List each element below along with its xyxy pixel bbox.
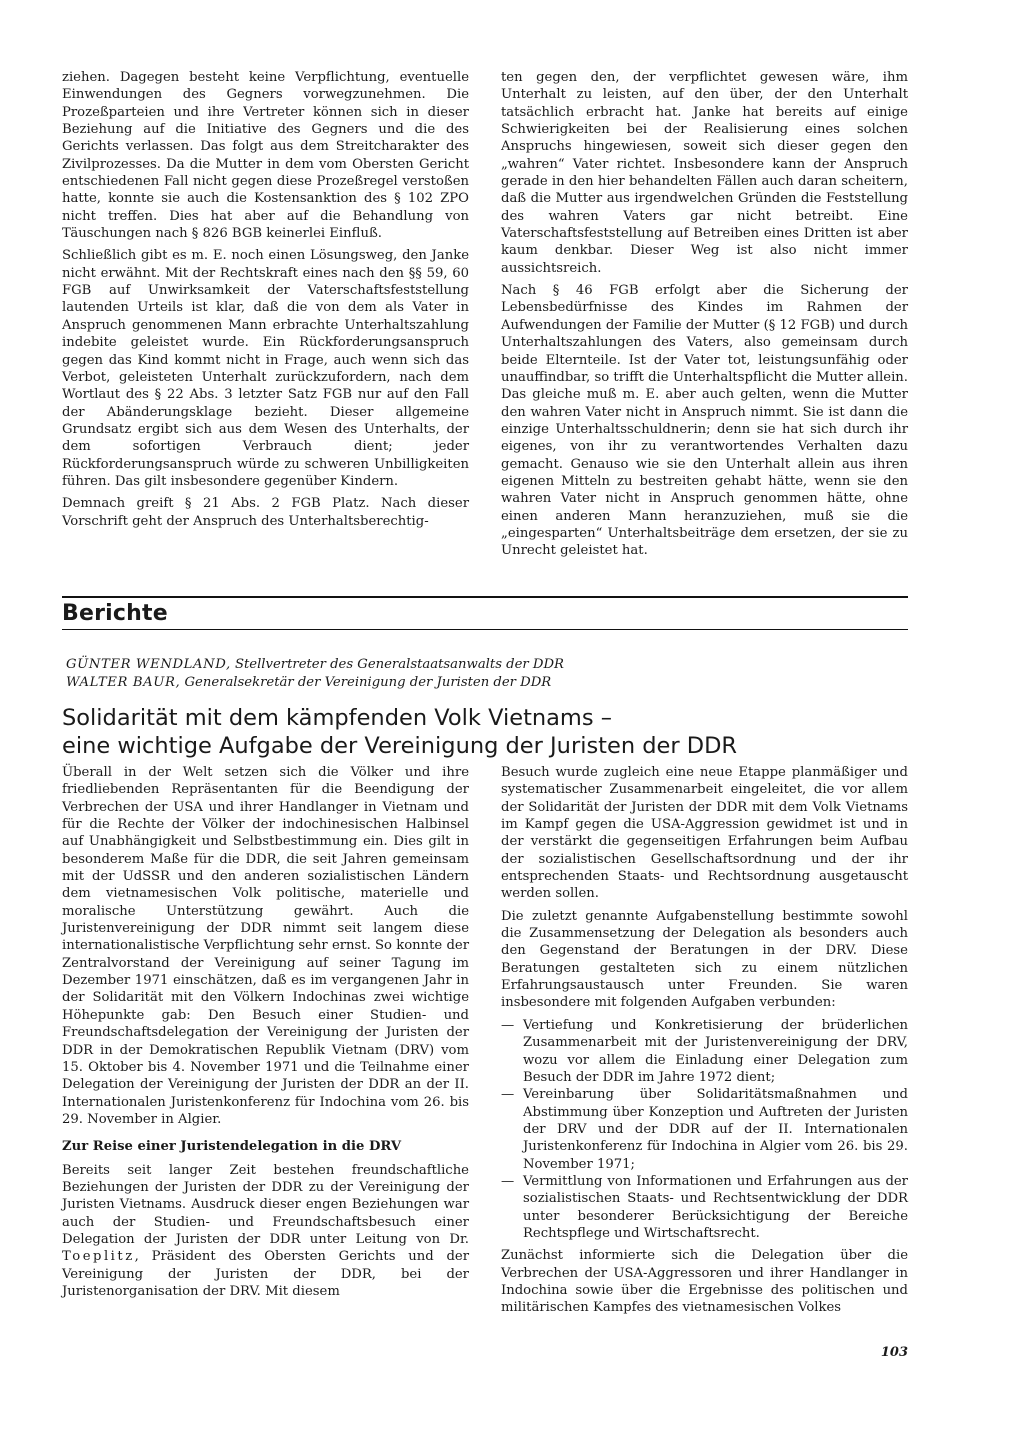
author-role: Stellvertreter des Generalstaatsanwalts der DDR (234, 657, 564, 672)
list-item (501, 1086, 908, 1173)
paragraph: Besuch wurde zugleich eine neue Etappe planmäßiger und systematischer Zusammenarbeit eingeleitet, die vor allem der Solidarität der Juristen der DDR mit dem Volk Vietnams im Kampf gegen die USA-Aggression gewidmet ist und in der verstärkt die gegenseitigen Erfahrungen beim Aufbau der sozialistischen Gesellschaftsordnung und der ihr entsprechenden Staats- und Rechtsordnung ausgetauscht werden sollen. (501, 765, 908, 902)
list-item (501, 1173, 908, 1242)
task-list (501, 1017, 908, 1242)
article-authors (66, 656, 564, 691)
paragraph (62, 1162, 469, 1301)
paragraph: ziehen. Dagegen besteht keine Verpflichtung, eventuelle Einwendungen des Gegners vorwegzunehmen. Die Prozeßparteien und ihre Vertreter können sich in dieser Beziehung auf die Initiative des Gegners und die des Gerichts verlassen. Das folgt aus dem Streitcharakter des Zivilprozesses. Da die Mutter in dem vom Obersten Gericht entschiedenen Fall nicht gegen diese Prozeßregel verstoßen hatte, konnte sie auch die Kostensanktion des § 102 ZPO nicht treffen. Dies hat aber auf die Behandlung von Täuschungen nach § 826 BGB keinerlei Einfluß. (62, 70, 469, 242)
article-title-line: eine wichtige Aufgabe der Vereinigung der Juristen der DDR (62, 733, 738, 759)
section-heading: Berichte (62, 601, 168, 626)
paragraph: Überall in der Welt setzen sich die Völker und ihre friedliebenden Repräsentanten für die Beendigung der Verbrechen der USA und ihrer Handlanger in Vietnam und für die Rechte der Völker der indochinesischen Halbinsel auf Unabhängigkeit und Selbstbestimmung ein. Dies gilt in besonderem Maße für die DDR, die seit Jahren gemeinsam mit der UdSSR und den anderen sozialistischen Ländern dem vietnamesischen Volk politische, materielle und moralische Unterstützung gewährt. Auch die Juristenvereinigung der DDR nimmt seit langem diese internationalistische Verpflichtung sehr ernst. So konnte der Zentralvorstand der Vereinigung auf seiner Tagung im Dezember 1971 einschätzen, daß es im vergangenen Jahr in der Solidarität mit den Völkern Indochinas zwei wichtige Höhepunkte gab: Den Besuch einer Studien- und Freundschaftsdelegation der Vereinigung der Juristen der DDR in der Demokratischen Republik Vietnam (DRV) vom 15. Oktober bis 4. November 1971 und die Teilnahme einer Delegation der Vereinigung der Juristen der DDR an der II. Internationalen Juristenkonferenz für Indochina vom 26. bis 29. November in Algier. (62, 765, 469, 1127)
paragraph: Die zuletzt genannte Aufgabenstellung bestimmte sowohl die Zusammensetzung der Delegation als besonders auch den Gegenstand der Beratungen in der DRV. Diese Beratungen gestalteten sich zu einem nützlichen Erfahrungsaustausch unter Freunden. Sie waren insbesondere mit folgenden Aufgaben verbunden: (501, 908, 908, 1011)
dash-bullet: — (501, 1087, 515, 1103)
paragraph: Nach § 46 FGB erfolgt aber die Sicherung der Lebensbedürfnisse des Kindes im Rahmen der Aufwendungen der Familie der Mutter (§ 12 FGB) und durch Unterhaltszahlungen des Vaters, also gemeinsam durch beide Elternteile. Ist der Vater tot, leistungsunfähig oder unauffindbar, so trifft die Unterhaltspflicht die Mutter allein. Das gleiche muß m. E. aber auch gelten, wenn die Mutter den wahren Vater nicht in Anspruch nimmt. Sie ist dann die einzige Unterhaltsschuldnerin; denn sie hat sich durch ihr eigenes, von ihr zu verantwortendes Verhalten dazu gemacht. Genauso wie sie den Unterhalt allein aus ihren eigenen Mitteln zu bestreiten gehabt hätte, wenn sie den wahren Vater nicht in Anspruch genommen hätte, ohne einen anderen Mann heranzuziehen, muß sie die „eingesparten“ Unterhaltsbeiträge dem ersetzen, der sie zu Unrecht geleistet hat. (501, 283, 908, 559)
dash-bullet: — (501, 1017, 515, 1033)
paragraph: ten gegen den, der verpflichtet gewesen wäre, ihm Unterhalt zu leisten, auf den über, der den Unterhalt tatsächlich erbracht hat. Janke hat bereits auf einige Schwierigkeiten bei der Realisierung eines solchen Anspruchs hingewiesen, soweit sich dieser gegen den „wahren“ Vater richtet. Insbesondere kann der Anspruch gerade in den hier behandelten Fällen auch daran scheitern, daß die Mutter aus irgendwelchen Gründen die Feststellung des wahren Vaters gar nicht betreibt. Eine Vaterschaftsfeststellung auf Betreiben eines Dritten ist aber kaum denkbar. Dieser Weg ist also nicht immer aussichtsreich. (501, 70, 908, 276)
page-number: 103 (880, 1345, 908, 1360)
author-name: GÜNTER WENDLAND, (66, 657, 231, 672)
subheading: Zur Reise einer Juristendelegation in die DRV (62, 1139, 402, 1155)
paragraph: Demnach greift § 21 Abs. 2 FGB Platz. Nach dieser Vorschrift geht der Anspruch des Unterhaltsberechtig- (62, 496, 469, 529)
author-role: Generalsekretär der Vereinigung der Juristen der DDR (184, 674, 552, 690)
list-item-text: Vermittlung von Informationen und Erfahrungen aus der sozialistischen Staats- und Rechtsentwicklung der DDR unter besonderer Berücksichtigung der Bereiche Rechtspflege und Wirtschaftsrecht. (523, 1173, 908, 1241)
author-line (66, 656, 564, 674)
text-run: , Präsident des Obersten Gerichts und der Vereinigung der Juristen der DDR, bei der Juristenorganisation der DRV. Mit diesem (62, 1249, 469, 1299)
paragraph: Zunächst informierte sich die Delegation über die Verbrechen der USA-Aggressoren und ihrer Handlanger in Indochina sowie über die Ergebnisse des politischen und militärischen Kampfes des vietnamesischen Volkes (501, 1248, 908, 1316)
list-item-text: Vereinbarung über Solidaritätsmaßnahmen und Abstimmung über Konzeption und Auftreten der Juristen der DRV und der DDR auf der II. Internationalen Juristenkonferenz für Indochina in Algier vom 26. bis 29. November 1971; (523, 1087, 908, 1172)
spaced-name: Toeplitz (62, 1249, 135, 1265)
dash-bullet: — (501, 1173, 515, 1189)
article-right-column (501, 764, 908, 1322)
list-item (501, 1017, 908, 1086)
continued-text-left-column (62, 69, 469, 535)
section-divider-bottom (62, 629, 908, 630)
article-title (62, 704, 908, 760)
article-left-column (62, 764, 469, 1305)
author-line (66, 674, 564, 692)
text-run: Bereits seit langer Zeit bestehen freundschaftliche Beziehungen der Juristen der DDR zu der Vereinigung der Juristen Vietnams. Ausdruck dieser engen Beziehungen war auch der Studien- und Freundschaftsbesuch einer Delegation der Juristen der DDR unter Leitung von Dr. (62, 1162, 469, 1247)
section-divider-top (62, 596, 908, 598)
author-name: WALTER BAUR, (66, 674, 181, 690)
list-item-text: Vertiefung und Konkretisierung der brüderlichen Zusammenarbeit mit der Juristenvereinigung der DRV, wozu vor allem die Einladung einer Delegation zum Besuch der DDR im Jahre 1972 dient; (523, 1017, 908, 1085)
article-title-line: Solidarität mit dem kämpfenden Volk Vietnams – (62, 705, 612, 731)
paragraph: Schließlich gibt es m. E. noch einen Lösungsweg, den Janke nicht erwähnt. Mit der Rechtskraft eines nach den §§ 59, 60 FGB auf Unwirksamkeit der Vaterschaftsfeststellung lautenden Urteils ist klar, daß die von dem als Vater in Anspruch genommenen Mann erbrachte Unterhaltszahlung indebite geleistet wurde. Ein Rückforderungsanspruch gegen das Kind kommt nicht in Frage, auch wenn sich das Verbot, geleisteten Unterhalt zurückzufordern, nach dem Wortlaut des § 22 Abs. 3 letzter Satz FGB nur auf den Fall der Abänderungsklage bezieht. Dieser allgemeine Grundsatz ergibt sich aus dem Wesen des Unterhalts, der dem sofortigen Verbrauch dient; jeder Rückforderungsanspruch würde zu schweren Unbilligkeiten führen. Das gilt insbesondere gegenüber Kindern. (62, 248, 469, 489)
continued-text-right-column (501, 69, 908, 565)
